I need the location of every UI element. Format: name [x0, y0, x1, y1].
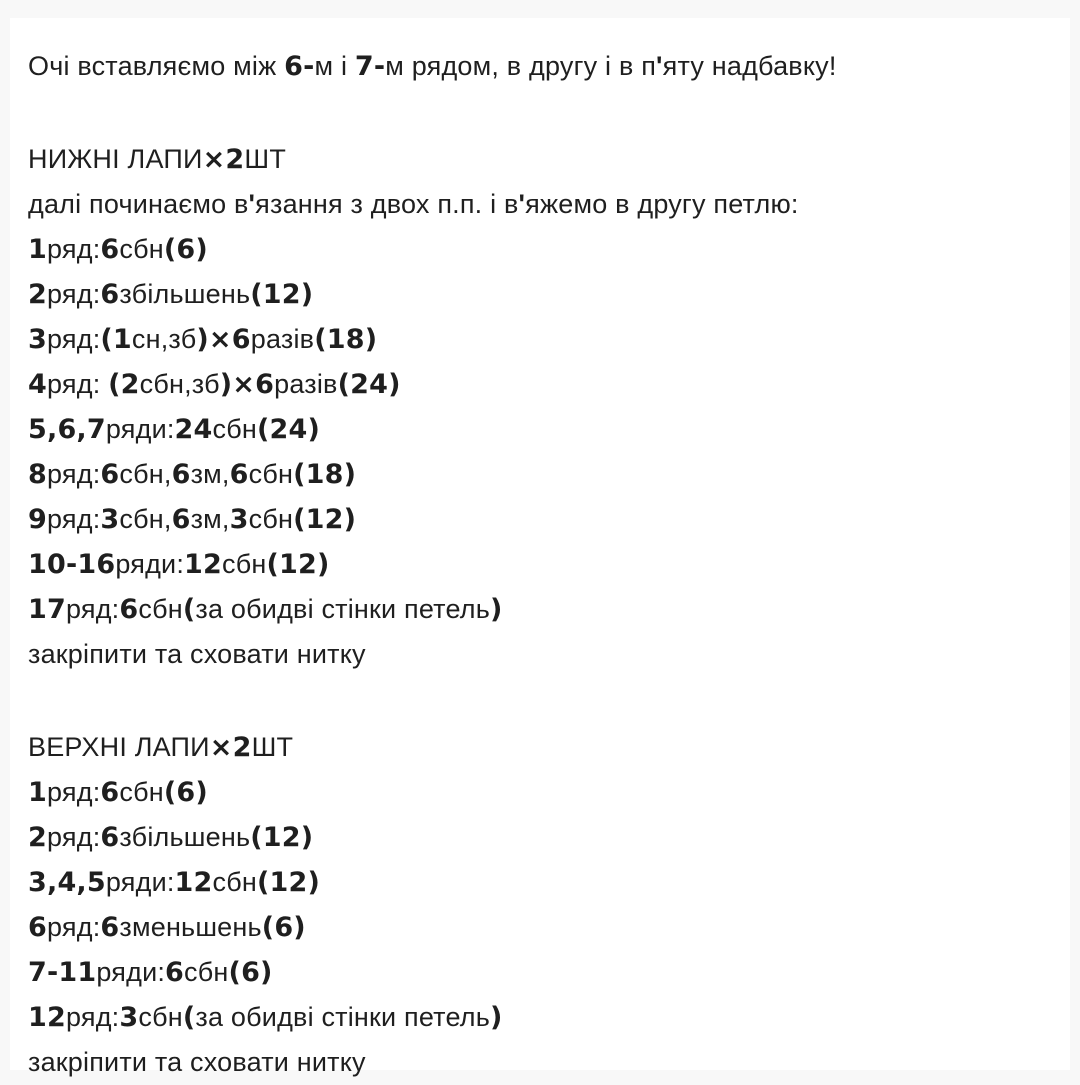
- text-bold: (12): [266, 549, 330, 580]
- text-bold: 2: [28, 279, 47, 310]
- text-bold: 7-11: [28, 957, 97, 988]
- lower-row-2: [28, 272, 1058, 317]
- text-bold: (12): [250, 822, 314, 853]
- lower-row-8: [28, 452, 1058, 497]
- text: сбн: [119, 777, 164, 807]
- text-bold: 6: [171, 504, 191, 535]
- text-bold: 6: [28, 912, 47, 943]
- text: зменьшень: [119, 912, 262, 942]
- text: ряд:: [47, 324, 101, 354]
- spacer: [28, 677, 1058, 725]
- text-bold: 24: [174, 414, 213, 445]
- lower-row-4: [28, 362, 1058, 407]
- upper-row-6: [28, 905, 1058, 950]
- text-bold: 6: [119, 594, 139, 625]
- text: ряд:: [47, 234, 101, 264]
- text: сбн,: [119, 459, 172, 489]
- text-bold: (6): [163, 777, 208, 808]
- text: ВЕРХНІ ЛАПИ: [28, 732, 210, 762]
- section-title-lower-paws: [28, 137, 1058, 182]
- text: ШТ: [244, 144, 287, 174]
- text-bold: 4: [28, 369, 47, 400]
- text-bold: 6: [100, 822, 120, 853]
- lower-paws-finish: [28, 632, 1058, 677]
- lower-row-1: [28, 227, 1058, 272]
- text-bold: (12): [250, 279, 314, 310]
- text: м рядом, в другу і в п: [385, 51, 657, 81]
- text-bold: 3: [100, 504, 120, 535]
- text-bold: )×6: [219, 369, 275, 400]
- text: ряди:: [96, 957, 166, 987]
- text-bold: (12): [257, 867, 321, 898]
- text: ряди:: [105, 867, 175, 897]
- text-bold: 12: [184, 549, 223, 580]
- text-bold: )×6: [196, 324, 251, 355]
- text: ряд:: [65, 1002, 120, 1032]
- text: сбн: [184, 957, 229, 987]
- text: за обидві стінки петель: [195, 1002, 490, 1032]
- upper-row-12: [28, 995, 1058, 1040]
- text-bold: ': [656, 51, 663, 81]
- text-bold: 6: [100, 459, 120, 490]
- text-bold: (12): [293, 504, 357, 535]
- text-bold: 3: [229, 504, 249, 535]
- text: разів: [274, 369, 338, 399]
- text: сбн: [212, 414, 258, 444]
- lower-paws-description: [28, 182, 1058, 227]
- lower-row-10-16: [28, 542, 1058, 587]
- text: закріпити та сховати нитку: [28, 639, 366, 669]
- text: яту надбавку!: [662, 51, 837, 81]
- text: Очі вставляємо між: [28, 51, 285, 81]
- text-bold: ): [489, 594, 503, 625]
- text-bold: 17: [28, 594, 66, 625]
- text-bold: (6): [163, 234, 208, 265]
- text-bold: 8: [28, 459, 47, 490]
- lower-row-3: [28, 317, 1058, 362]
- upper-row-7-11: [28, 950, 1058, 995]
- text: сбн: [212, 867, 258, 897]
- text-bold: 9: [28, 504, 47, 535]
- text-bold: 6: [100, 912, 120, 943]
- text-bold: 10-16: [28, 549, 116, 580]
- text: ШТ: [251, 732, 294, 762]
- lower-row-9: [28, 497, 1058, 542]
- text-bold: 1: [28, 777, 47, 808]
- text-bold: 3,4,5: [28, 867, 106, 898]
- text-bold: ': [248, 189, 256, 219]
- intro-line: [28, 44, 1058, 89]
- text-bold: (1: [100, 324, 132, 355]
- text-bold: ): [489, 1002, 503, 1033]
- lower-row-5-7: [28, 407, 1058, 452]
- text: сбн: [138, 1002, 183, 1032]
- text: НИЖНІ ЛАПИ: [28, 144, 203, 174]
- text-bold: 6: [100, 279, 120, 310]
- text-bold: 6-: [284, 51, 315, 82]
- text: сбн,: [119, 504, 172, 534]
- text-bold: (18): [314, 324, 378, 355]
- section-title-upper-paws: [28, 725, 1058, 770]
- text-bold: (18): [293, 459, 357, 490]
- text-bold: 6: [229, 459, 249, 490]
- text-bold: 6: [165, 957, 185, 988]
- text: ряд:: [47, 822, 101, 852]
- text: разів: [250, 324, 315, 354]
- text: сн,зб: [131, 324, 197, 354]
- text: сбн: [248, 459, 294, 489]
- text: ряд:: [47, 279, 101, 309]
- text-bold: 6: [100, 234, 120, 265]
- text: м і: [314, 51, 355, 81]
- text-bold: 12: [174, 867, 213, 898]
- text-bold: (6): [261, 912, 306, 943]
- text-bold: (: [182, 594, 196, 625]
- text: сбн: [138, 594, 183, 624]
- document-card: [10, 18, 1070, 1077]
- text-bold: 6: [171, 459, 191, 490]
- text: зм,: [190, 504, 230, 534]
- text: сбн: [248, 504, 294, 534]
- text-bold: (6): [228, 957, 273, 988]
- text: ряд:: [47, 912, 101, 942]
- text: ряд:: [47, 459, 101, 489]
- text-bold: 3: [119, 1002, 139, 1033]
- text-bold: (2: [108, 369, 140, 400]
- text: сбн: [222, 549, 267, 579]
- upper-row-2: [28, 815, 1058, 860]
- text: язання з двох п.п. і в: [255, 189, 519, 219]
- text: далі починаємо в: [28, 189, 249, 219]
- text-bold: 2: [28, 822, 47, 853]
- text: ряд:: [47, 777, 101, 807]
- text-bold: ': [518, 189, 526, 219]
- text-bold: 1: [28, 234, 47, 265]
- upper-row-3-5: [28, 860, 1058, 905]
- text-bold: 3: [28, 324, 47, 355]
- text-bold: (24): [337, 369, 401, 400]
- text-bold: (: [182, 1002, 196, 1033]
- text-bold: (24): [257, 414, 321, 445]
- text: закріпити та сховати нитку: [28, 1047, 366, 1077]
- spacer: [28, 89, 1058, 137]
- text-bold: 6: [100, 777, 120, 808]
- pattern-text: [28, 44, 1058, 1085]
- text: ряди:: [105, 414, 175, 444]
- text: збільшень: [119, 279, 251, 309]
- text-bold: ×2: [209, 732, 252, 763]
- text: яжемо в другу петлю:: [525, 189, 799, 219]
- upper-row-1: [28, 770, 1058, 815]
- text-bold: 12: [28, 1002, 66, 1033]
- upper-paws-finish: [28, 1040, 1058, 1085]
- text: ряди:: [115, 549, 185, 579]
- text-bold: 7-: [354, 51, 386, 82]
- text: ряд:: [47, 369, 109, 399]
- text: збільшень: [119, 822, 251, 852]
- lower-row-17: [28, 587, 1058, 632]
- text: ряд:: [65, 594, 120, 624]
- text-bold: 5,6,7: [28, 414, 106, 445]
- text: зм,: [190, 459, 230, 489]
- text: ряд:: [47, 504, 101, 534]
- text: сбн: [119, 234, 164, 264]
- text-bold: ×2: [202, 144, 245, 175]
- text: сбн,зб: [139, 369, 220, 399]
- text: за обидві стінки петель: [195, 594, 490, 624]
